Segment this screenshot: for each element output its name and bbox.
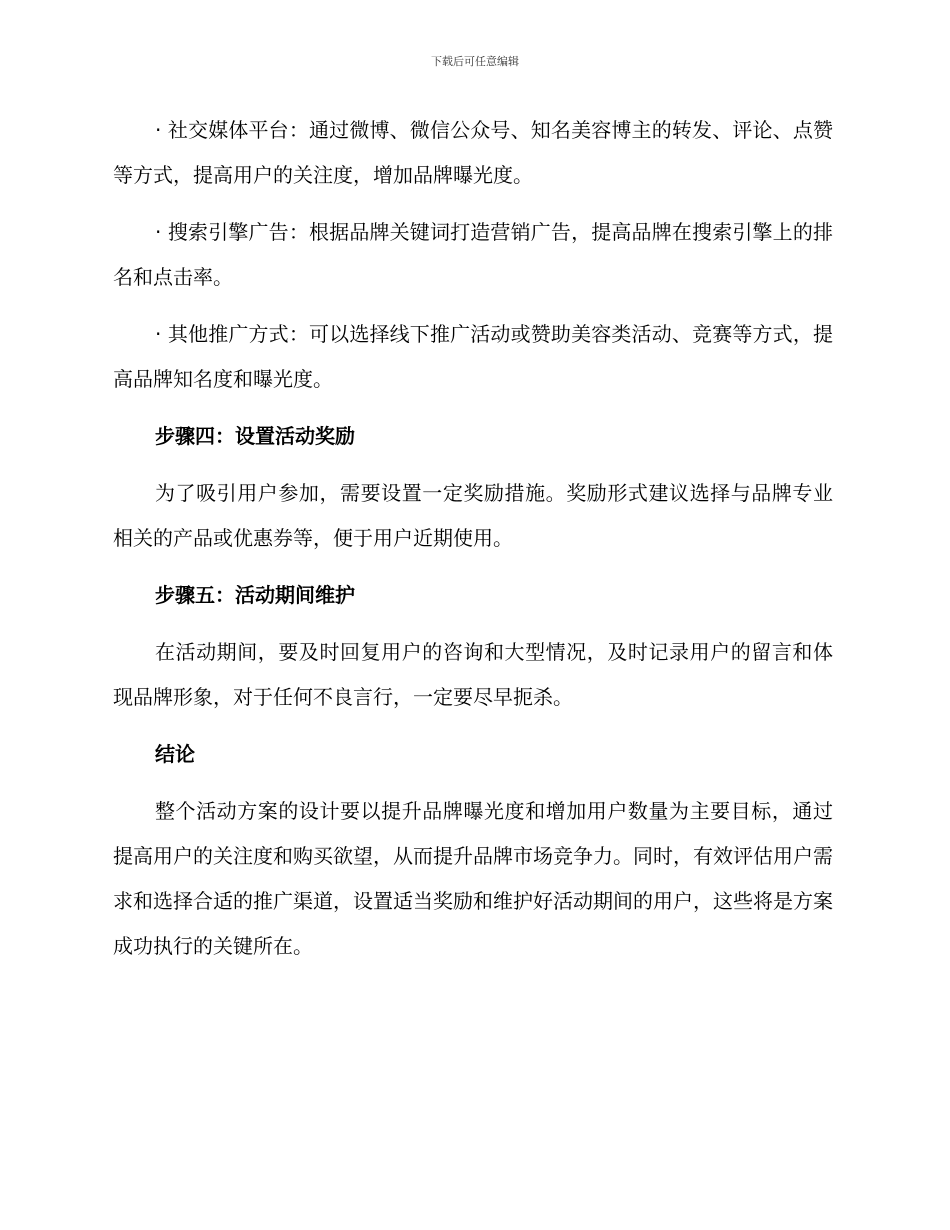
heading-conclusion: 结论 xyxy=(155,742,195,766)
paragraph-step-five: 在活动期间，要及时回复用户的咨询和大型情况，及时记录用户的留言和体现品牌形象，对于任何不良言行，一定要尽早扼杀。 xyxy=(113,640,833,709)
paragraph-conclusion: 整个活动方案的设计要以提升品牌曝光度和增加用户数量为主要目标，通过提高用户的关注度和购买欲望，从而提升品牌市场竞争力。同时，有效评估用户需求和选择合适的推广渠道，设置适当奖励和维护好活动期间的用户，这些将是方案成功执行的关键所在。 xyxy=(113,799,833,958)
paragraph-other-promotion: · 其他推广方式：可以选择线下推广活动或赞助美容类活动、竞赛等方式，提高品牌知名度和曝光度。 xyxy=(113,322,833,391)
paragraph-search-ads: · 搜索引擎广告：根据品牌关键词打造营销广告，提高品牌在搜索引擎上的排名和点击率。 xyxy=(113,220,833,289)
paragraph-social-media: · 社交媒体平台：通过微博、微信公众号、知名美容博主的转发、评论、点赞等方式，提高用户的关注度，增加品牌曝光度。 xyxy=(113,118,833,187)
document-body xyxy=(113,108,833,969)
page-header: 下载后可任意编辑 xyxy=(431,55,519,68)
paragraph-step-four: 为了吸引用户参加，需要设置一定奖励措施。奖励形式建议选择与品牌专业相关的产品或优惠券等，便于用户近期使用。 xyxy=(113,481,833,550)
heading-step-four: 步骤四：设置活动奖励 xyxy=(155,424,355,448)
heading-step-five: 步骤五：活动期间维护 xyxy=(155,583,355,607)
